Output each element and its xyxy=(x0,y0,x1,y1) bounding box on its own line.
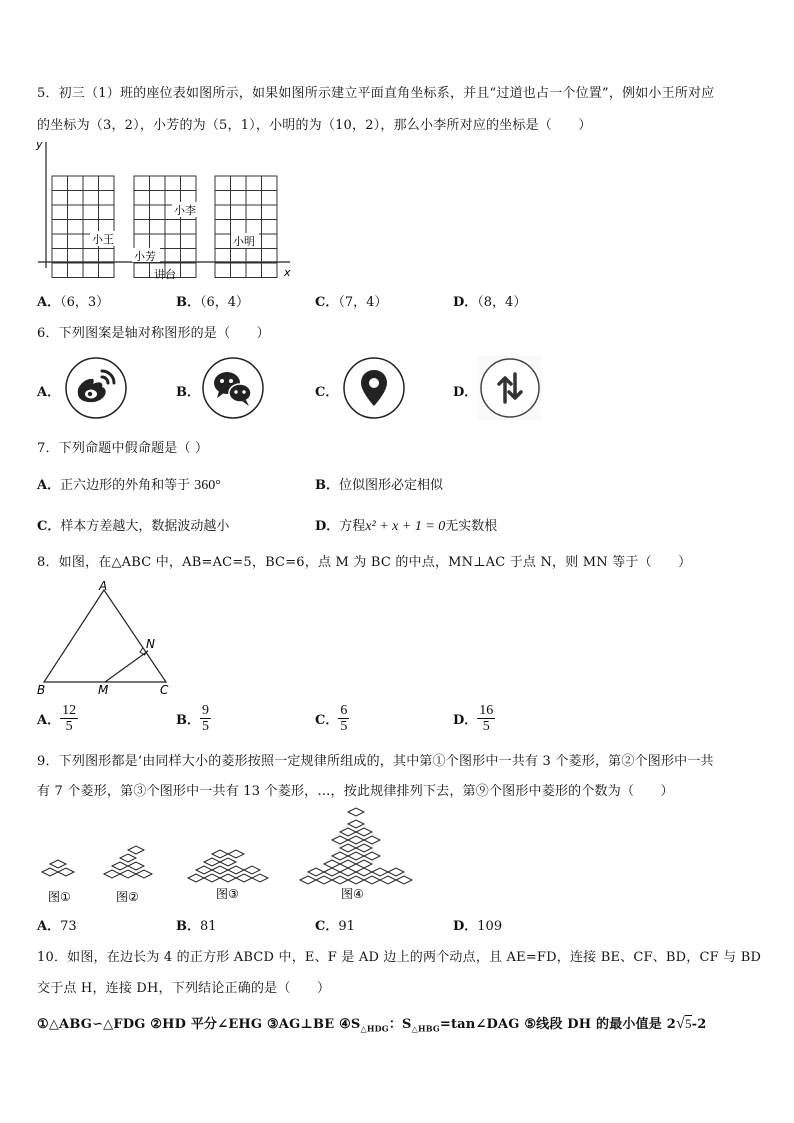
seat-cell xyxy=(68,205,84,220)
seat-cell xyxy=(83,263,99,278)
rhombus xyxy=(220,858,236,866)
q6-option-d-letter[interactable]: D． xyxy=(453,385,478,400)
seat-cell xyxy=(134,234,150,249)
rhombus xyxy=(348,852,364,860)
rhombus xyxy=(136,870,152,878)
q7-option-c[interactable]: C．样本方差越大，数据波动越小 xyxy=(37,519,230,534)
seat-cell xyxy=(99,263,115,278)
seat-cell xyxy=(181,263,197,278)
rhombus xyxy=(348,836,364,844)
rhombus xyxy=(356,844,372,852)
seat-cell xyxy=(215,220,231,235)
seat-cell xyxy=(231,176,247,191)
seat-cell xyxy=(165,249,181,264)
q9-option-b[interactable]: B．81 xyxy=(176,919,217,934)
q6-option-c-letter[interactable]: C． xyxy=(315,385,339,400)
seat-cell xyxy=(262,263,278,278)
rhombus xyxy=(228,866,244,874)
up-down-arrows-icon[interactable] xyxy=(478,356,542,420)
seat-cell xyxy=(181,220,197,235)
seat-cell xyxy=(68,176,84,191)
rhombus xyxy=(300,876,316,884)
rhombus xyxy=(340,828,356,836)
seat-cell xyxy=(134,176,150,191)
rhombus xyxy=(204,858,220,866)
rhombus xyxy=(364,836,380,844)
seat-cell xyxy=(99,176,115,191)
seat-cell xyxy=(215,249,231,264)
q9-stem-line1: 9．下列图形都是‘由同样大小的菱形按照一定规律所组成的，其中第①个图形中一共有 3 个菱形，第②个图形中一共 xyxy=(37,754,714,769)
q9-option-a[interactable]: A．73 xyxy=(37,919,77,934)
rhombus xyxy=(212,850,228,858)
seat-cell xyxy=(52,176,68,191)
wechat-icon[interactable] xyxy=(201,356,265,420)
seat-cell xyxy=(246,249,262,264)
seat-label-fang: 小芳 xyxy=(134,250,156,263)
rhombus xyxy=(324,860,340,868)
seat-cell xyxy=(215,176,231,191)
seat-cell xyxy=(181,176,197,191)
seat-cell xyxy=(150,234,166,249)
rhombus xyxy=(348,808,364,816)
rhombus xyxy=(364,852,380,860)
rhombus xyxy=(348,876,364,884)
rhombus xyxy=(356,828,372,836)
location-pin-icon[interactable] xyxy=(342,356,406,420)
seat-cell xyxy=(231,220,247,235)
rhombus xyxy=(228,850,244,858)
rhombus xyxy=(120,854,136,862)
seat-cell xyxy=(246,220,262,235)
y-axis-label: y xyxy=(36,138,43,151)
q7-option-b[interactable]: B．位似图形必定相似 xyxy=(315,478,444,493)
seat-cell xyxy=(52,205,68,220)
seat-cell xyxy=(165,220,181,235)
rhombus xyxy=(244,866,260,874)
seat-cell xyxy=(215,191,231,206)
seat-cell xyxy=(150,176,166,191)
q9-option-c[interactable]: C．91 xyxy=(315,919,355,934)
seat-cell xyxy=(231,249,247,264)
seat-cell xyxy=(68,249,84,264)
rhombus xyxy=(348,820,364,828)
seat-cell xyxy=(246,176,262,191)
x-axis-label: x xyxy=(284,266,291,279)
seat-cell xyxy=(99,249,115,264)
figure-label-3: 图③ xyxy=(216,887,239,901)
rhombus xyxy=(188,874,204,882)
seat-cell xyxy=(83,249,99,264)
seat-cell xyxy=(262,249,278,264)
seat-cell xyxy=(68,220,84,235)
rhombus xyxy=(396,876,412,884)
seat-cell xyxy=(181,234,197,249)
seat-cell xyxy=(150,191,166,206)
vertex-a: A xyxy=(99,579,108,593)
q7-option-a[interactable]: A．正六边形的外角和等于 360° xyxy=(37,478,221,493)
seat-cell xyxy=(246,191,262,206)
seat-cell xyxy=(134,205,150,220)
rhombus xyxy=(112,862,128,870)
rhombus xyxy=(340,868,356,876)
seat-label-wang: 小王 xyxy=(92,233,114,246)
rhombus xyxy=(388,868,404,876)
q5-option-d[interactable]: D．（8，4） xyxy=(453,295,527,310)
seat-cell xyxy=(165,234,181,249)
seat-cell xyxy=(165,176,181,191)
weibo-icon[interactable] xyxy=(64,356,128,420)
rhombus xyxy=(332,836,348,844)
rhombus xyxy=(196,866,212,874)
rhombus xyxy=(220,874,236,882)
rhombus xyxy=(332,876,348,884)
rhombus xyxy=(236,874,252,882)
rhombus xyxy=(204,874,220,882)
seat-label-li: 小李 xyxy=(174,204,196,217)
vertex-b: B xyxy=(37,683,46,696)
seat-cell xyxy=(99,191,115,206)
seat-cell xyxy=(134,263,150,278)
seat-cell xyxy=(134,191,150,206)
q5-stem-line1: 5．初三（1）班的座位表如图所示，如果如图所示建立平面直角坐标系，并且“过道也占一个位置”，例如小王所对应 xyxy=(37,86,715,101)
q8-stem: 8．如图，在△ABC 中，AB=AC=5，BC=6，点 M 为 BC 的中点，MN⊥AC 于点 N，则 MN 等于（ ） xyxy=(37,555,692,570)
seat-cell xyxy=(262,234,278,249)
q10-conclusions: ①△ABG∽△FDG ②HD 平分∠EHG ③AG⊥BE $④S_{\triangle HDG}$：$S_{\triangle HBG}=\tan\angle DAG$ ⑤线段 DH 的最小值是 2√5-2 xyxy=(37,1015,707,1034)
rhombus xyxy=(340,860,356,868)
rhombus xyxy=(308,868,324,876)
seat-cell xyxy=(231,191,247,206)
seat-cell xyxy=(246,263,262,278)
triangle-abc-figure xyxy=(34,578,184,696)
seat-cell xyxy=(215,205,231,220)
seat-cell xyxy=(246,205,262,220)
rhombus xyxy=(128,862,144,870)
seat-cell xyxy=(150,220,166,235)
q9-option-d[interactable]: D．109 xyxy=(453,919,503,934)
point-n: N xyxy=(146,637,155,651)
rhombus-pattern-figure xyxy=(36,800,418,906)
seat-cell xyxy=(83,176,99,191)
q5-stem-line2: 的坐标为（3，2），小芳的为（5，1），小明的为（10，2），那么小李所对应的坐标是（ ） xyxy=(37,118,592,133)
q8-option-b[interactable]: B． $\frac{9}{5}$ xyxy=(176,703,209,734)
q7-stem: 7．下列命题中假命题是（ ） xyxy=(37,441,209,456)
seat-cell xyxy=(150,205,166,220)
q5-option-b[interactable]: B．（6，4） xyxy=(176,295,250,310)
rhombus xyxy=(50,860,66,868)
seat-cell xyxy=(215,263,231,278)
fraction: $\frac{12}{5}$ xyxy=(62,703,77,734)
rhombus xyxy=(42,868,58,876)
q5-option-a[interactable]: A．（6，3） xyxy=(37,295,110,310)
seat-cell xyxy=(68,191,84,206)
seat-cell xyxy=(83,205,99,220)
seating-chart-figure xyxy=(34,136,304,284)
seat-cell xyxy=(215,234,231,249)
seat-cell xyxy=(68,263,84,278)
q8-option-c[interactable]: C． $\frac{6}{5}$ xyxy=(315,703,348,734)
q10-stem-line1: 10．如图，在边长为 4 的正方形 ABCD 中，E、F 是 AD 边上的两个动点，且 AE=FD，连接 BE、CF、BD，CF 与 BD xyxy=(37,950,762,965)
q8-option-a[interactable]: A． $\frac{12}{5}$ xyxy=(37,703,77,734)
q6-stem: 6．下列图案是轴对称图形的是（ ） xyxy=(37,326,270,341)
seat-cell xyxy=(83,191,99,206)
rhombus xyxy=(212,866,228,874)
seat-cell xyxy=(134,220,150,235)
figure-label-4: 图④ xyxy=(341,887,364,901)
rhombus xyxy=(332,852,348,860)
seat-cell xyxy=(262,220,278,235)
q7-option-d[interactable]: D．方程x² + x + 1 = 0无实数根 xyxy=(315,519,498,534)
seat-cell xyxy=(262,176,278,191)
fraction: $\frac{6}{5}$ xyxy=(340,703,348,734)
rhombus xyxy=(104,870,120,878)
rhombus xyxy=(380,876,396,884)
figure-label-1: 图① xyxy=(48,890,71,904)
rhombus xyxy=(364,876,380,884)
point-m: M xyxy=(98,683,109,696)
seat-cell xyxy=(231,263,247,278)
figure-label-2: 图② xyxy=(116,890,139,904)
fraction: $\frac{9}{5}$ xyxy=(202,703,209,734)
rhombus xyxy=(356,860,372,868)
rhombus xyxy=(372,868,388,876)
q10-stem-line2: 交于点 H，连接 DH，下列结论正确的是（ ） xyxy=(37,981,331,996)
seat-cell xyxy=(52,234,68,249)
seat-cell xyxy=(52,249,68,264)
rhombus xyxy=(58,868,74,876)
vertex-c: C xyxy=(160,683,169,696)
q6-option-a-letter[interactable]: A． xyxy=(37,385,61,400)
rhombus xyxy=(120,870,136,878)
seat-cell xyxy=(262,205,278,220)
seat-cell xyxy=(231,205,247,220)
rhombus xyxy=(128,846,144,854)
seat-cell xyxy=(52,263,68,278)
fraction: $\frac{16}{5}$ xyxy=(479,703,494,734)
seat-cell xyxy=(52,191,68,206)
rhombus xyxy=(316,876,332,884)
seat-cell xyxy=(52,220,68,235)
q8-option-d[interactable]: D． $\frac{16}{5}$ xyxy=(453,703,494,734)
q6-option-b-letter[interactable]: B． xyxy=(176,385,200,400)
q5-option-c[interactable]: C．（7，4） xyxy=(315,295,388,310)
rhombus xyxy=(340,844,356,852)
seat-cell xyxy=(99,205,115,220)
rhombus xyxy=(356,868,372,876)
rhombus xyxy=(252,874,268,882)
seat-label-ming: 小明 xyxy=(233,235,255,248)
q9-stem-line2: 有 7 个菱形，第③个图形中一共有 13 个菱形，…，按此规律排列下去，第⑨个图形中菱形的个数为（ ） xyxy=(37,784,674,799)
rhombus xyxy=(324,868,340,876)
seat-cell xyxy=(68,234,84,249)
seat-cell xyxy=(262,191,278,206)
seat-cell xyxy=(181,249,197,264)
podium-label: 讲台 xyxy=(154,268,176,281)
